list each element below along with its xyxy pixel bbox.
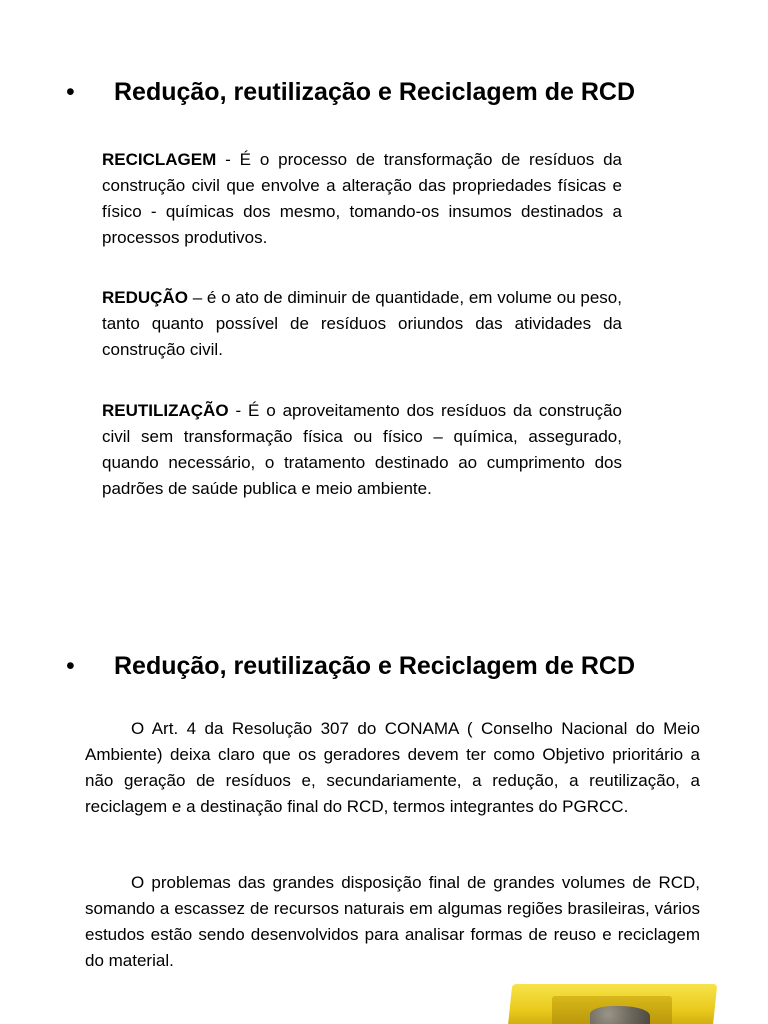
paragraph-conama <box>85 716 700 820</box>
bullet: • <box>66 652 75 680</box>
definition-reducao-text: – é o ato de diminuir de quantidade, em volume ou peso, tanto quanto possível de resíduos oriundos das atividades da construção civil. <box>102 288 622 359</box>
debris-shape <box>590 1006 650 1024</box>
section2-title-text: Redução, reutilização e Reciclagem de RCD <box>114 652 636 680</box>
definition-reutilizacao <box>102 398 622 502</box>
section2-title <box>66 651 635 681</box>
paragraph-problemas-text: O problemas das grandes disposição final de grandes volumes de RCD, somando a escassez de recursos naturais em algumas regiões brasileiras, vários estudos estão sendo desenvolvidos para analisar formas de reuso e reciclagem do material. <box>85 873 700 970</box>
definition-reciclagem <box>102 147 622 251</box>
term-reciclagem: RECICLAGEM <box>102 150 217 169</box>
section1-title <box>66 77 635 107</box>
definition-reutilizacao-text: - É o aproveitamento dos resíduos da construção civil sem transformação física ou físico – química, assegurado, quando necessário, o tratamento destinado ao cumprimento dos padrões de saúde publica e meio ambiente. <box>102 401 622 498</box>
paragraph-conama-text: O Art. 4 da Resolução 307 do CONAMA ( Conselho Nacional do Meio Ambiente) deixa claro que os geradores devem ter como Objetivo prioritário a não geração de resíduos e, secundariamente, a redução, a reutilização, a reciclagem e a destinação final do RCD, termos integrantes do PGRCC. <box>85 719 700 816</box>
term-reducao: REDUÇÃO <box>102 288 188 307</box>
debris-tray-image <box>502 978 718 1024</box>
section1-title-text: Redução, reutilização e Reciclagem de RCD <box>114 78 636 106</box>
paragraph-problemas <box>85 870 700 974</box>
definition-reciclagem-text: - É o processo de transformação de resíduos da construção civil que envolve a alteração das propriedades físicas e físico - químicas dos mesmo, tomando-os insumos destinados a processos produtivos. <box>102 150 622 247</box>
term-reutilizacao: REUTILIZAÇÃO <box>102 401 229 420</box>
definition-reducao <box>102 285 622 363</box>
bullet: • <box>66 78 75 106</box>
